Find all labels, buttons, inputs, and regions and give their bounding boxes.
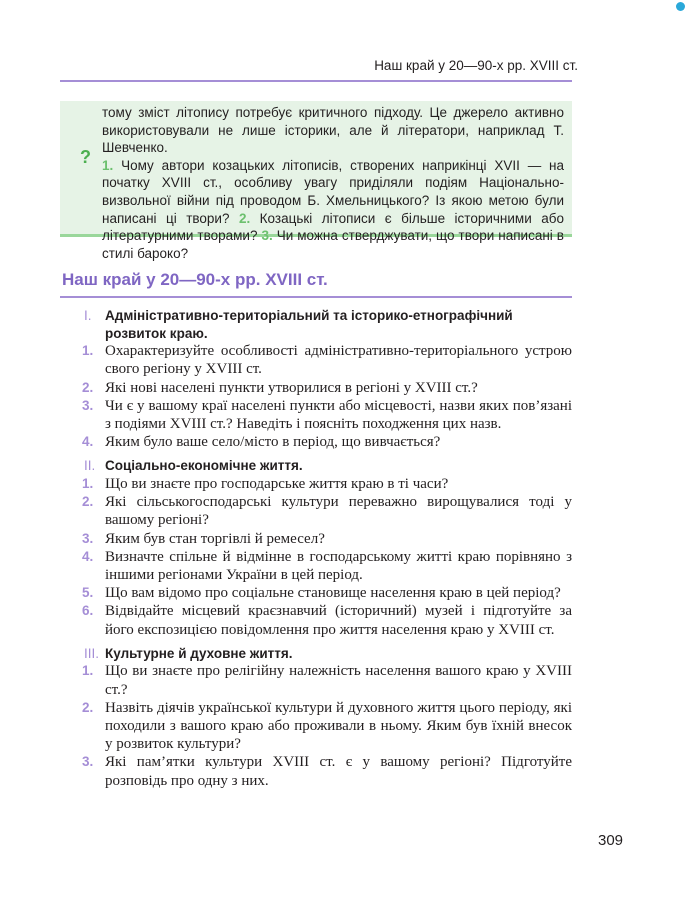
list-item (78, 548, 572, 584)
item-text: Які сільськогосподарські культури переважно вирощувалися тоді у вашому регіоні? (105, 494, 572, 529)
item-text: Відвідайте місцевий краєзнавчий (історичний) музей і підготуйте за його експозицією повідомлення про життя населення краю у XVIII ст. (105, 603, 572, 638)
item-text: Чи є у вашому краї населені пункти або місцевості, назви яких пов’язані з подіями XVIII ст.? Наведіть і поясніть походження цих назв. (105, 397, 572, 432)
list-item (78, 699, 572, 754)
item-number: 4. (82, 548, 94, 564)
question-mark-icon: ? (80, 147, 91, 167)
item-text: Яким був стан торгівлі й ремесел? (105, 530, 325, 547)
question-number: 3. (261, 228, 273, 244)
running-header: Наш край у 20—90-х рр. XVIII ст. (374, 58, 578, 73)
item-text: Назвіть діячів української культури й духовного життя цього періоду, які походили з вашого краю або проживали в ньому. Яким був їхній внесок у розвиток культури? (105, 699, 572, 753)
item-text: Охарактеризуйте особливості адміністративно-територіального устрою свого регіону у XVIII ст. (105, 343, 572, 378)
item-number: 1. (82, 476, 94, 491)
item-text: Що вам відомо про соціальне становище населення краю в цей період? (105, 585, 561, 602)
question-number: 2. (238, 210, 251, 226)
question-text: Козацькі літописи є більше історичними або літературними творами? (102, 210, 564, 244)
question-text: Чи можна стверджувати, що твори написані в стилі бароко? (102, 228, 564, 261)
section-rule (60, 296, 572, 298)
group-number: III. (84, 645, 100, 661)
group-heading (78, 645, 572, 663)
list-item (78, 584, 572, 602)
item-number: 3. (82, 754, 94, 770)
item-text: Що ви знаєте про релігійну належність населення вашого краю у XVIII ст.? (105, 663, 572, 698)
item-number: 4. (82, 434, 94, 450)
item-number: 3. (82, 530, 94, 546)
item-number: 5. (82, 585, 94, 601)
item-number: 2. (82, 379, 94, 395)
list-item (78, 397, 572, 433)
list-item (78, 433, 572, 451)
question-box-text (102, 104, 564, 262)
corner-marker (676, 2, 685, 11)
question-box-intro: тому зміст літопису потребує критичного підходу. Це джерело активно використовували не лише історики, але й літератори, наприклад Т. Шевченко. (102, 105, 564, 156)
list-item (78, 753, 572, 789)
question-number: 1. (102, 157, 114, 173)
list-item (78, 475, 572, 493)
group-number: II. (84, 458, 96, 474)
header-rule (60, 80, 572, 82)
group-heading (78, 307, 572, 342)
item-number: 1. (82, 663, 94, 679)
group-title: Адміністративно-територіальний та історико-етнографічний розвиток краю. (105, 308, 513, 341)
item-text: Визначте спільне й відмінне в господарському житті краю порівняно з іншими регіонами України в цей період. (105, 548, 572, 584)
item-text: Яким було ваше село/місто в період, що вивчається? (105, 434, 441, 451)
group-title: Соціально-економічне життя. (105, 458, 303, 474)
page-number: 309 (598, 832, 624, 849)
assignment-list (78, 307, 572, 790)
list-item (78, 530, 572, 548)
item-text: Які пам’ятки культури XVIII ст. є у вашому регіоні? Підготуйте розповідь про одну з них. (105, 754, 572, 789)
list-item (78, 493, 572, 529)
item-text: Що ви знаєте про господарське життя краю в ті часи? (105, 476, 449, 492)
group-title: Культурне й духовне життя. (105, 645, 293, 661)
item-number: 6. (82, 603, 94, 619)
item-text: Які нові населені пункти утворилися в регіоні у XVIII ст.? (105, 379, 478, 396)
list-item (78, 662, 572, 698)
list-item (78, 342, 572, 378)
item-number: 1. (82, 343, 94, 359)
group-heading (78, 457, 572, 475)
list-item (78, 379, 572, 397)
item-number: 2. (82, 699, 94, 715)
list-item (78, 602, 572, 638)
question-text: Чому автори козацьких літописів, створених наприкінці XVII — на початку XVIII ст., особливу увагу приділяли подіям Національно-визвольної війни під проводом Б. Хмельницького? Із якою метою були написані ці твори? (102, 157, 564, 226)
group-number: I. (84, 308, 92, 323)
question-box (60, 101, 572, 261)
item-number: 3. (82, 397, 94, 413)
section-title: Наш край у 20—90-х рр. XVIII ст. (62, 270, 328, 289)
item-number: 2. (82, 494, 94, 510)
